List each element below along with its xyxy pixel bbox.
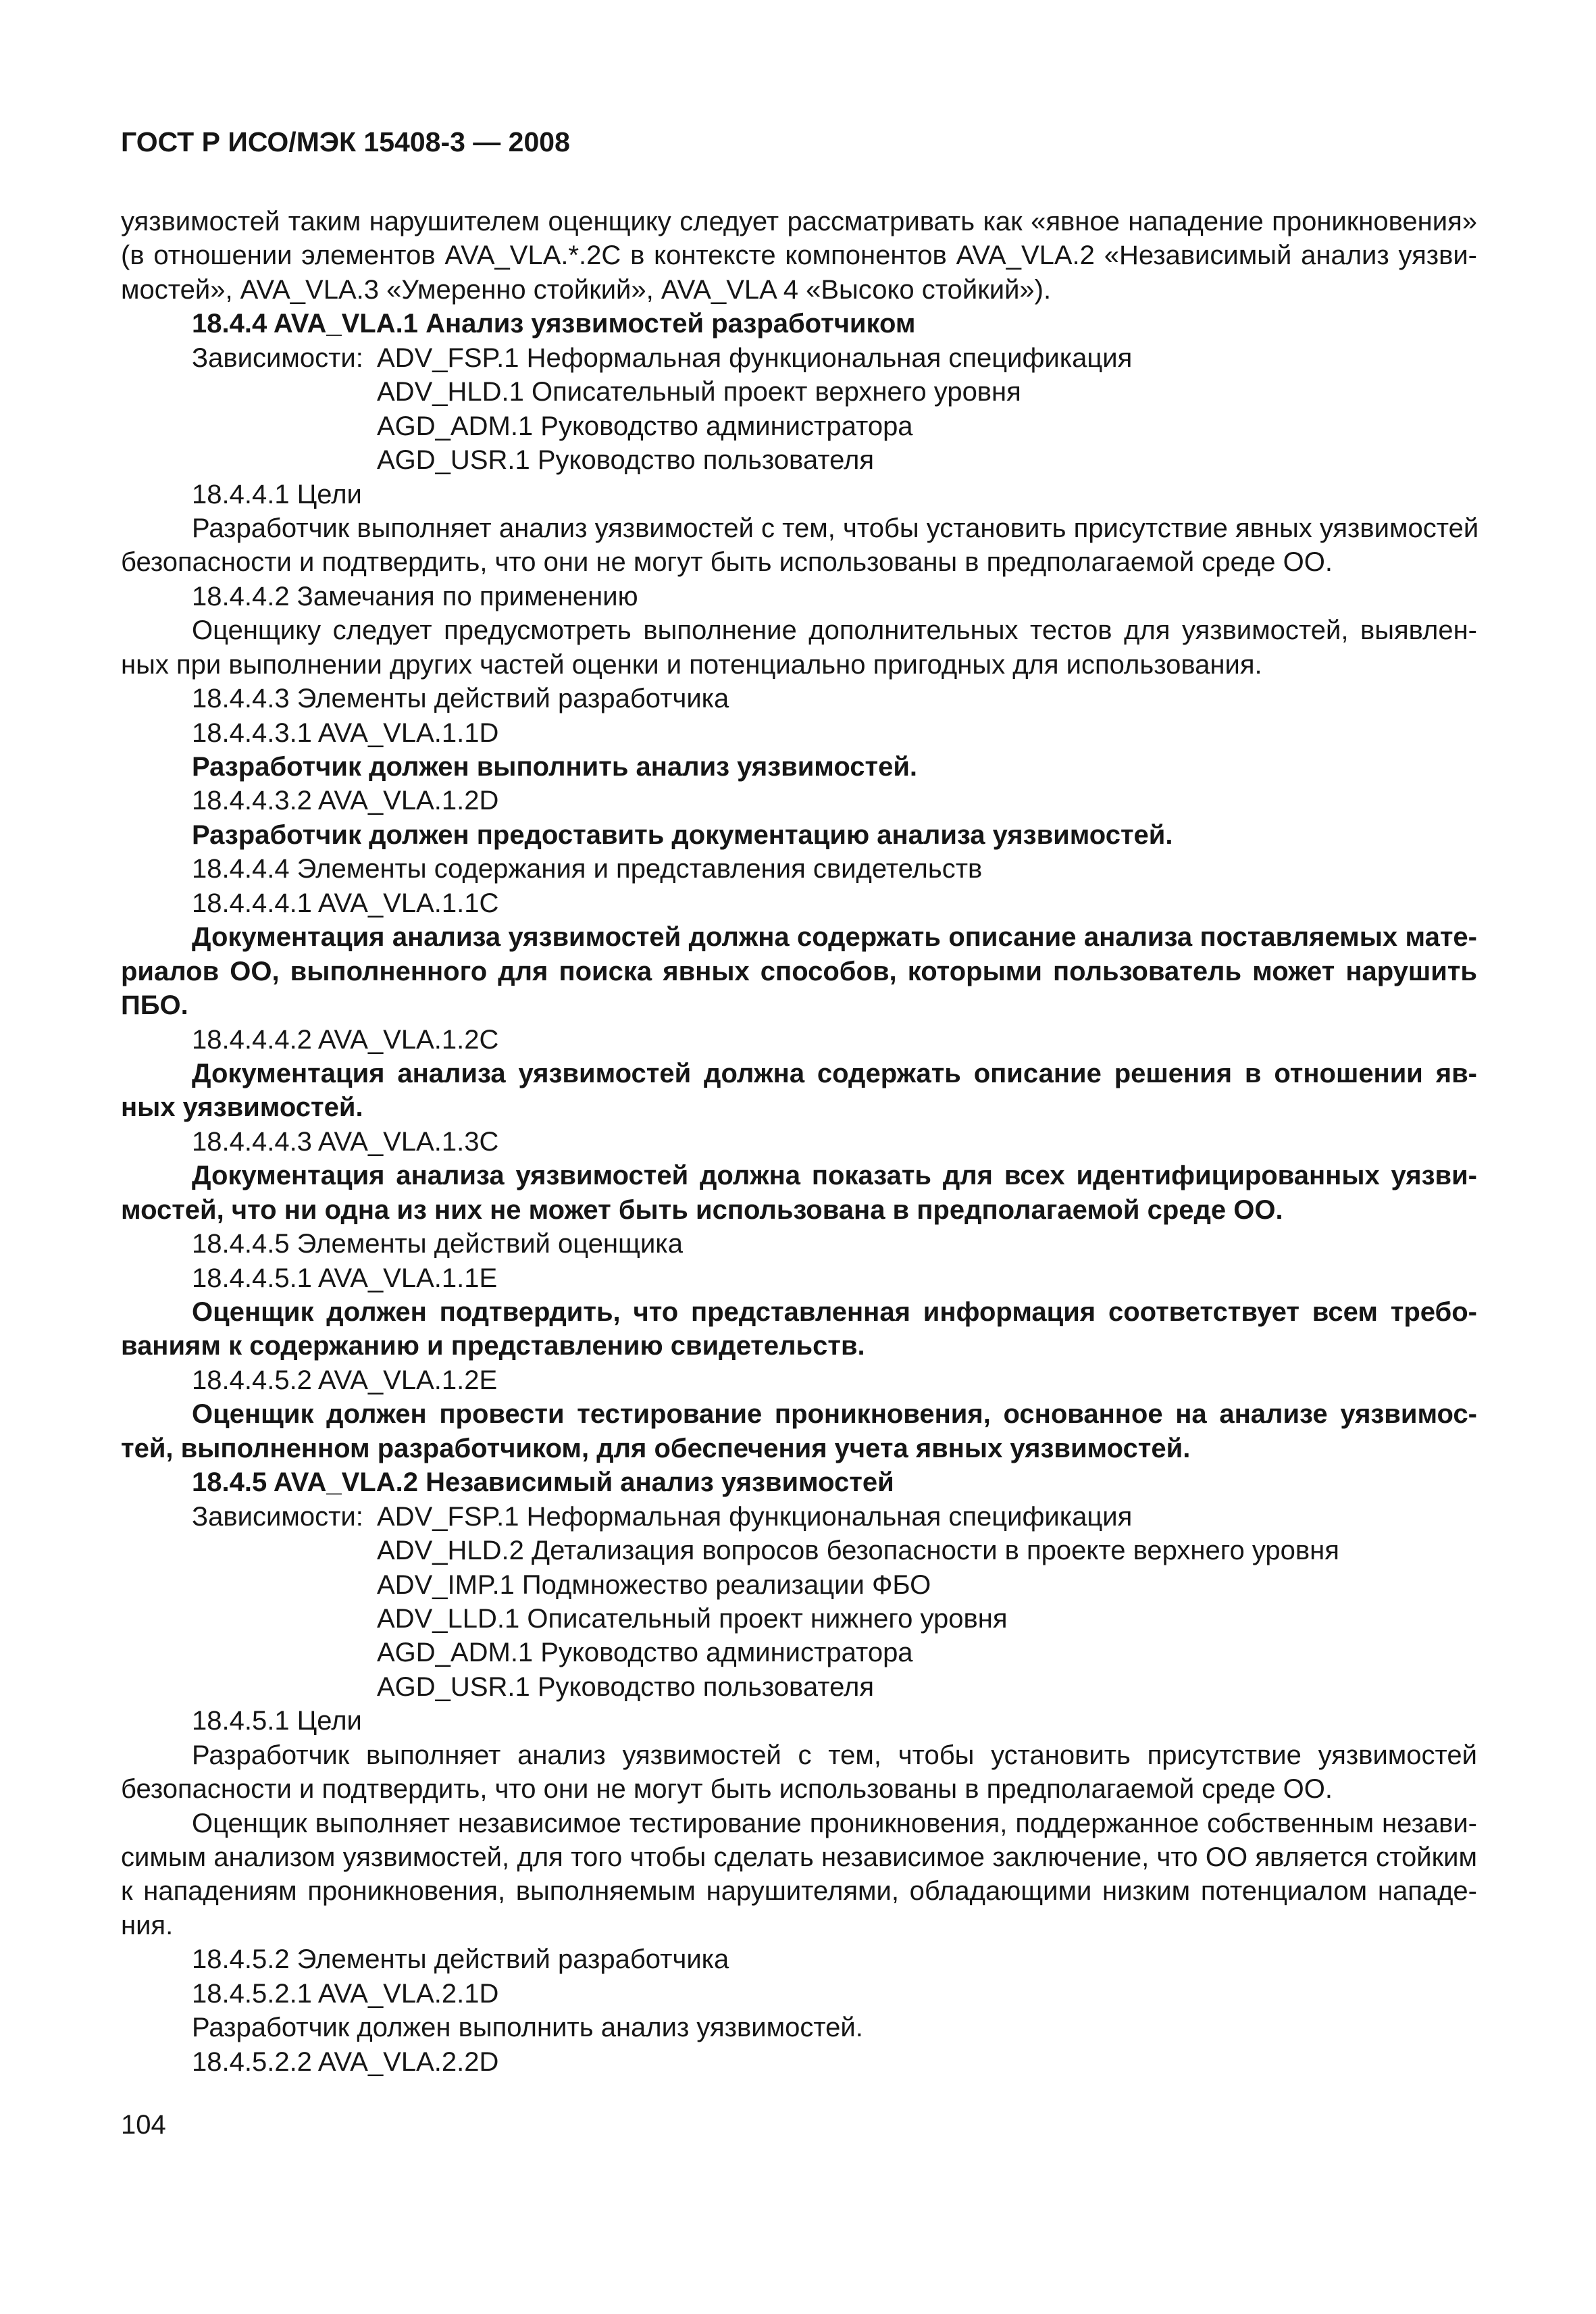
subsection-heading: 18.4.4.1 Цели [192, 479, 362, 509]
subsection-heading: 18.4.4.2 Замечания по применению [192, 581, 638, 611]
dependency-item: ADV_FSP.1 Неформальная функциональная спецификация [377, 343, 1133, 373]
element-id: 18.4.4.5.2 AVA_VLA.1.2E [192, 1365, 498, 1395]
section-heading: 18.4.5 AVA_VLA.2 Независимый анализ уязвимостей [192, 1467, 894, 1498]
subsection-heading: 18.4.4.3 Элементы действий разработчика [192, 684, 729, 714]
dependencies-line [192, 1500, 1477, 1534]
paragraph-line: ния. [121, 1910, 174, 1940]
subsection-heading: 18.4.4.5 Элементы действий оценщика [192, 1229, 683, 1259]
element-text-line: Документация анализа уязвимостей должна показать для всех идентифицированных уязви- [192, 1161, 1477, 1191]
element-text-line: Документация анализа уязвимостей должна содержать описание решения в отношении яв- [192, 1058, 1477, 1088]
element-text-line: Разработчик должен предоставить документацию анализа уязвимостей. [192, 820, 1173, 850]
paragraph-line: мостей», AVA_VLA.3 «Умеренно стойкий», AVA_VLA 4 «Высоко стойкий»). [121, 274, 1052, 305]
section-heading: 18.4.4 AVA_VLA.1 Анализ уязвимостей разработчиком [192, 309, 916, 339]
element-text-line: Оценщик должен провести тестирование проникновения, основанное на анализе уязвимос- [192, 1399, 1477, 1430]
dependency-item: AGD_USR.1 Руководство пользователя [377, 1671, 875, 1702]
element-id: 18.4.4.4.2 AVA_VLA.1.2C [192, 1024, 499, 1055]
element-id: 18.4.5.2.1 AVA_VLA.2.1D [192, 1978, 499, 2009]
paragraph-line: ных при выполнении других частей оценки и потенциально пригодных для использования. [121, 649, 1262, 680]
paragraph-line: Оценщик выполняет независимое тестирование проникновения, поддержанное собственным незави- [192, 1808, 1477, 1838]
dependency-item: AGD_USR.1 Руководство пользователя [377, 445, 875, 476]
dependency-item: ADV_IMP.1 Подмножество реализации ФБО [377, 1569, 931, 1600]
element-id: 18.4.5.2.2 AVA_VLA.2.2D [192, 2046, 499, 2077]
dependency-item: ADV_FSP.1 Неформальная функциональная спецификация [377, 1501, 1133, 1532]
dependency-item: ADV_LLD.1 Описательный проект нижнего уровня [377, 1603, 1008, 1634]
element-id: 18.4.4.3.2 AVA_VLA.1.2D [192, 786, 499, 816]
dependencies-line [192, 341, 1477, 375]
dependency-item: AGD_ADM.1 Руководство администратора [377, 1638, 913, 1668]
paragraph-line: (в отношении элементов AVA_VLA.*.2C в контексте компонентов AVA_VLA.2 «Независимый анализ уязви- [121, 241, 1477, 271]
subsection-heading: 18.4.5.2 Элементы действий разработчика [192, 1944, 729, 1975]
element-text-line: мостей, что ни одна из них не может быть использована в предполагаемой среде ОО. [121, 1194, 1283, 1225]
paragraph-line: безопасности и подтвердить, что они не могут быть использованы в предполагаемой среде ОО. [121, 547, 1333, 578]
element-id: 18.4.4.3.1 AVA_VLA.1.1D [192, 718, 499, 748]
paragraph-line: к нападениям проникновения, выполняемым нарушителями, обладающими низким потенциалом нападе- [121, 1876, 1477, 1907]
element-text-line: Оценщик должен подтвердить, что представленная информация соответствует всем требо- [192, 1297, 1477, 1327]
dependencies-label: Зависимости: [192, 1501, 363, 1532]
paragraph-line: Оценщику следует предусмотреть выполнение дополнительных тестов для уязвимостей, выявлен- [192, 615, 1477, 646]
subsection-heading: 18.4.5.1 Цели [192, 1706, 362, 1736]
dependency-item: AGD_ADM.1 Руководство администратора [377, 411, 913, 441]
paragraph-line: уязвимостей таким нарушителем оценщику следует рассматривать как «явное нападение проникновения» [121, 207, 1477, 236]
element-id: 18.4.4.5.1 AVA_VLA.1.1E [192, 1263, 498, 1293]
element-text-line: ных уязвимостей. [121, 1092, 363, 1123]
paragraph-line: безопасности и подтвердить, что они не могут быть использованы в предполагаемой среде ОО. [121, 1774, 1333, 1805]
element-text-line: ваниям к содержанию и представлению свидетельств. [121, 1331, 865, 1361]
paragraph-line: симым анализом уязвимостей, для того чтобы сделать независимое заключение, что ОО является стойким [121, 1842, 1477, 1872]
element-text-line: Разработчик должен выполнить анализ уязвимостей. [192, 2013, 863, 2043]
paragraph-line: Разработчик выполняет анализ уязвимостей с тем, чтобы установить присутствие уязвимостей [192, 1740, 1477, 1770]
element-text-line: Разработчик должен выполнить анализ уязвимостей. [192, 752, 918, 782]
dependency-item: ADV_HLD.2 Детализация вопросов безопасности в проекте верхнего уровня [377, 1536, 1339, 1566]
element-text-line: ПБО. [121, 990, 188, 1021]
element-text-line: Документация анализа уязвимостей должна содержать описание анализа поставляемых мате- [192, 922, 1477, 953]
subsection-heading: 18.4.4.4 Элементы содержания и представления свидетельств [192, 854, 983, 884]
dependencies-label: Зависимости: [192, 343, 363, 373]
document-body [0, 205, 1596, 2079]
element-id: 18.4.4.4.3 AVA_VLA.1.3C [192, 1126, 499, 1157]
document-header: ГОСТ Р ИСО/МЭК 15408-3 — 2008 [121, 126, 570, 157]
element-id: 18.4.4.4.1 AVA_VLA.1.1C [192, 888, 499, 918]
element-text-line: риалов ОО, выполненного для поиска явных способов, которыми пользователь может нарушить [121, 956, 1477, 986]
paragraph-line: Разработчик выполняет анализ уязвимостей с тем, чтобы установить присутствие явных уязвимостей [192, 513, 1479, 543]
page-number: 104 [121, 2110, 166, 2140]
element-text-line: тей, выполненном разработчиком, для обеспечения учета явных уязвимостей. [121, 1433, 1191, 1463]
dependency-item: ADV_HLD.1 Описательный проект верхнего уровня [377, 377, 1021, 407]
